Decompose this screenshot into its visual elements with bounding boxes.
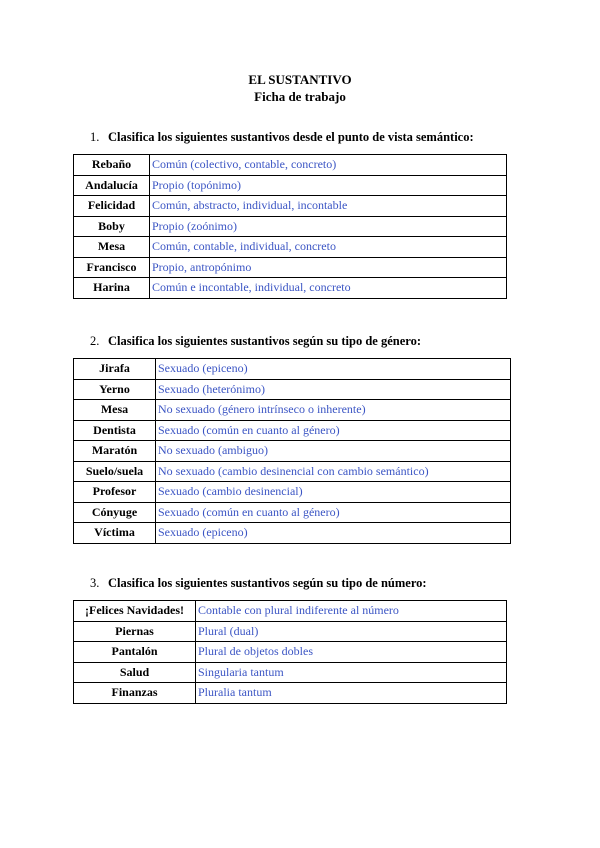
answer-cell: No sexuado (cambio desinencial con cambio semántico) [156, 461, 511, 482]
table-row [74, 482, 511, 503]
question-3 [90, 576, 427, 591]
noun-cell: Suelo/suela [74, 461, 156, 482]
table-row [74, 216, 507, 237]
answer-cell: No sexuado (ambiguo) [156, 441, 511, 462]
answer-cell: Sexuado (epiceno) [156, 523, 511, 544]
answer-cell: Común, abstracto, individual, incontable [150, 196, 507, 217]
table-row [74, 237, 507, 258]
table-row [74, 196, 507, 217]
table-row [74, 662, 507, 683]
table-row [74, 601, 507, 622]
table-row [74, 441, 511, 462]
semantic-table [73, 154, 507, 299]
noun-cell: ¡Felices Navidades! [74, 601, 196, 622]
answer-cell: Propio (zoónimo) [150, 216, 507, 237]
question-number: 3. [90, 576, 100, 590]
question-text: Clasifica los siguientes sustantivos según su tipo de género: [108, 334, 421, 348]
answer-cell: Propio (topónimo) [150, 175, 507, 196]
noun-cell: Piernas [74, 621, 196, 642]
table-row [74, 502, 511, 523]
noun-cell: Profesor [74, 482, 156, 503]
page-subtitle: Ficha de trabajo [254, 89, 346, 104]
table-row [74, 683, 507, 704]
noun-cell: Felicidad [74, 196, 150, 217]
question-number: 1. [90, 130, 100, 144]
answer-cell: Plural (dual) [196, 621, 507, 642]
answer-cell: Contable con plural indiferente al número [196, 601, 507, 622]
noun-cell: Maratón [74, 441, 156, 462]
table-row [74, 461, 511, 482]
table-row [74, 420, 511, 441]
gender-table [73, 358, 511, 544]
noun-cell: Andalucía [74, 175, 150, 196]
answer-cell: Sexuado (común en cuanto al género) [156, 502, 511, 523]
question-2 [90, 334, 421, 349]
answer-cell: Común e incontable, individual, concreto [150, 278, 507, 299]
answer-cell: Sexuado (epiceno) [156, 359, 511, 380]
noun-cell: Rebaño [74, 155, 150, 176]
noun-cell: Mesa [74, 237, 150, 258]
table-row [74, 400, 511, 421]
answer-cell: Plural de objetos dobles [196, 642, 507, 663]
table-row [74, 155, 507, 176]
answer-cell: Sexuado (heterónimo) [156, 379, 511, 400]
answer-cell: No sexuado (género intrínseco o inherente) [156, 400, 511, 421]
answer-cell: Singularia tantum [196, 662, 507, 683]
question-number: 2. [90, 334, 100, 348]
noun-cell: Víctima [74, 523, 156, 544]
table-row [74, 278, 507, 299]
table-row [74, 379, 511, 400]
noun-cell: Mesa [74, 400, 156, 421]
noun-cell: Pantalón [74, 642, 196, 663]
question-text: Clasifica los siguientes sustantivos según su tipo de número: [108, 576, 427, 590]
table-row [74, 642, 507, 663]
answer-cell: Pluralia tantum [196, 683, 507, 704]
answer-cell: Sexuado (cambio desinencial) [156, 482, 511, 503]
page-title: EL SUSTANTIVO [248, 72, 352, 87]
noun-cell: Salud [74, 662, 196, 683]
table-row [74, 621, 507, 642]
noun-cell: Cónyuge [74, 502, 156, 523]
table-row [74, 175, 507, 196]
noun-cell: Yerno [74, 379, 156, 400]
answer-cell: Propio, antropónimo [150, 257, 507, 278]
noun-cell: Harina [74, 278, 150, 299]
question-1 [90, 130, 474, 145]
answer-cell: Común, contable, individual, concreto [150, 237, 507, 258]
table-row [74, 523, 511, 544]
table-row [74, 359, 511, 380]
noun-cell: Finanzas [74, 683, 196, 704]
table-row [74, 257, 507, 278]
noun-cell: Francisco [74, 257, 150, 278]
noun-cell: Jirafa [74, 359, 156, 380]
answer-cell: Común (colectivo, contable, concreto) [150, 155, 507, 176]
noun-cell: Dentista [74, 420, 156, 441]
number-table [73, 600, 507, 704]
answer-cell: Sexuado (común en cuanto al género) [156, 420, 511, 441]
noun-cell: Boby [74, 216, 150, 237]
question-text: Clasifica los siguientes sustantivos desde el punto de vista semántico: [108, 130, 474, 144]
